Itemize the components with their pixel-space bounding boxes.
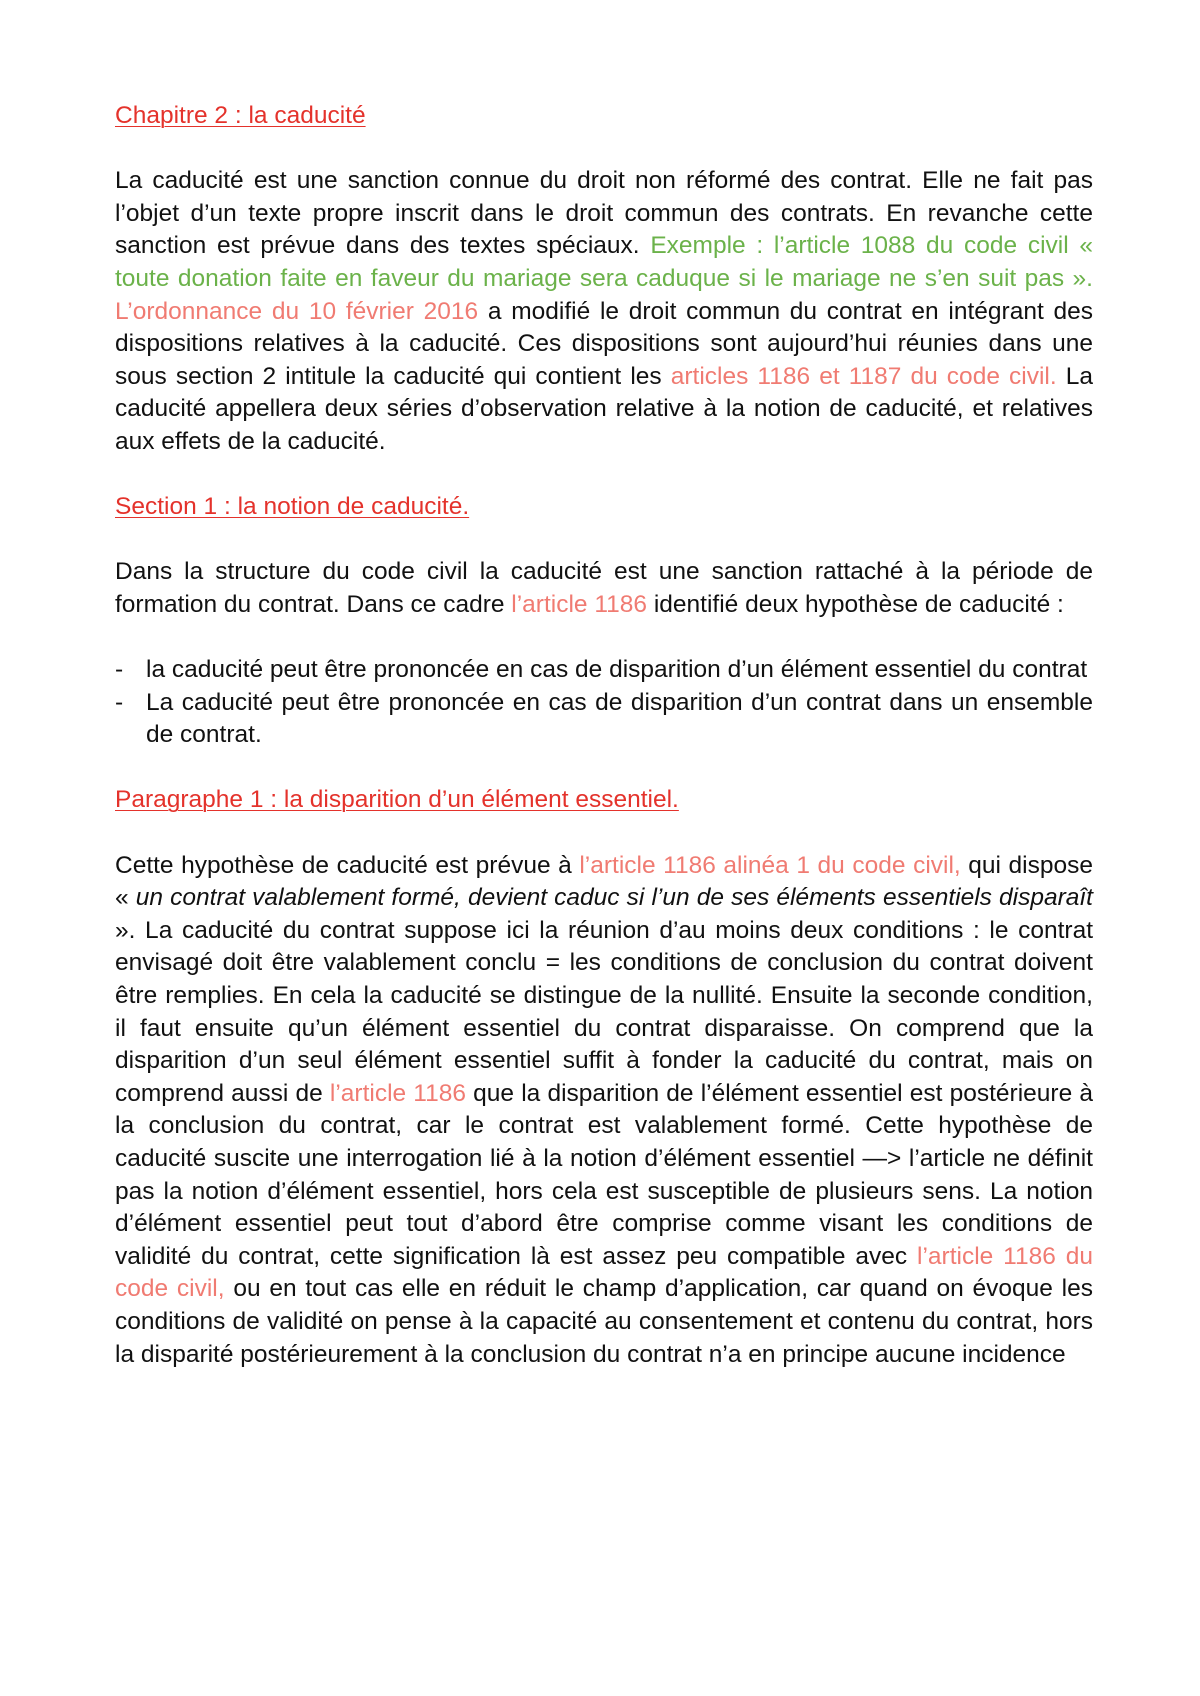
- spacer: [115, 817, 1093, 850]
- paragraph-1-title: Paragraphe 1 : la disparition d’un élément essentiel.: [115, 786, 679, 814]
- article-1186-al1-reference: l’article 1186 alinéa 1 du code civil,: [579, 851, 961, 879]
- paragraph-1-text-5: ou en tout cas elle en réduit le champ d’application, car quand on évoque les conditions de validité on pense à la capacité au consentement et contenu du contrat, hors la disparité postérieurement à la conclusion du contrat n’a en principe aucune incidence: [115, 1275, 1093, 1368]
- intro-paragraph: [115, 165, 1093, 458]
- paragraph-1-text-4: que la disparition de l’élément essentiel est postérieure à la conclusion du contrat, car le contrat est valablement formé. Cette hypothèse de caducité suscite une interrogation lié à la notion d’élément essentiel —> l’article ne définit pas la notion d’élément essentiel, hors cela est susceptible de plusieurs sens. La notion d’élément essentiel peut tout d’abord être comprise comme visant les conditions de validité du contrat, cette signification là est assez peu compatible avec: [115, 1079, 1093, 1270]
- ordonnance-reference: L’ordonnance du 10 février 2016: [115, 297, 479, 325]
- spacer: [115, 622, 1093, 655]
- dash-bullet: -: [115, 688, 124, 716]
- intro-text-1: La caducité est une sanction connue du droit non réformé des contrat. Elle ne fait pas l’objet d’un texte propre inscrit dans le droit commun des contrats. En revanche cette sanction est prévue dans des textes spéciaux.: [115, 167, 1093, 260]
- intro-text-2: a modifié le droit commun du contrat en intégrant des dispositions relatives à la caducité. Ces dispositions sont aujourd’hui réunies dans une sous section 2 intitule la caducité qui contient les: [115, 297, 1093, 390]
- list-item: [115, 654, 1093, 687]
- section-1-text-1: Dans la structure du code civil la caducité est une sanction rattaché à la période de formation du contrat. Dans ce cadre: [115, 558, 1093, 618]
- hypothesis-list: [115, 654, 1093, 752]
- article-1186-code-civil-reference: l’article 1186 du code civil,: [115, 1242, 1093, 1303]
- example-quote: Exemple : l’article 1088 du code civil « toute donation faite en faveur du mariage sera caduque si le mariage ne s’en suit pas ».: [115, 232, 1093, 292]
- chapter-title: Chapitre 2 : la caducité: [115, 102, 366, 129]
- spacer: [115, 524, 1093, 557]
- section-1-title: Section 1 : la notion de caducité.: [115, 493, 470, 521]
- paragraph-1-text-2: qui dispose «: [115, 851, 1093, 912]
- document-page: [115, 100, 1093, 1371]
- intro-text-3: La caducité appellera deux séries d’observation relative à la notion de caducité, et relatives aux effets de la caducité.: [115, 362, 1094, 455]
- paragraph-1-body: [115, 850, 1093, 1372]
- paragraph-1-text-3: ». La caducité du contrat suppose ici la réunion d’au moins deux conditions : le contrat envisagé doit être valablement conclu = les conditions de conclusion du contrat doivent être remplies. En cela la caducité se distingue de la nullité. Ensuite la seconde condition, il faut ensuite qu’un élément essentiel du contrat disparaisse. On comprend que la disparition d’un seul élément essentiel suffit à fonder la caducité du contrat, mais on comprend aussi de: [115, 916, 1093, 1107]
- section-1-text-2: identifié deux hypothèse de caducité :: [647, 590, 1064, 618]
- spacer: [115, 752, 1093, 785]
- spacer: [115, 133, 1093, 166]
- article-1186-reference: l’article 1186: [511, 590, 648, 618]
- article-1186-reference-2: l’article 1186: [329, 1079, 466, 1107]
- paragraph-1-text-1: Cette hypothèse de caducité est prévue à: [115, 851, 580, 879]
- article-quote: un contrat valablement formé, devient caduc si l’un de ses éléments essentiels disparaît: [135, 884, 1093, 912]
- spacer: [115, 459, 1093, 492]
- list-item: [115, 687, 1093, 752]
- list-item-text: La caducité peut être prononcée en cas de disparition d’un contrat dans un ensemble de contrat.: [146, 688, 1093, 749]
- articles-reference: articles 1186 et 1187 du code civil.: [670, 362, 1057, 390]
- dash-bullet: -: [115, 656, 124, 684]
- list-item-text: la caducité peut être prononcée en cas de disparition d’un élément essentiel du contrat: [146, 656, 1088, 684]
- section-1-paragraph: [115, 556, 1093, 621]
